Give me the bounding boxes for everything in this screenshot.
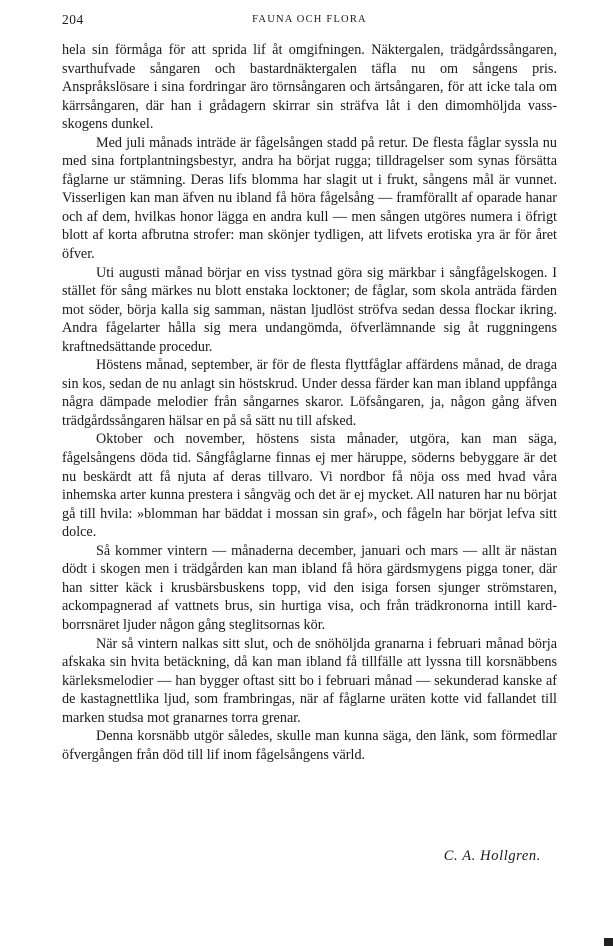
paragraph-4: Höstens månad, september, är för de flesta flyttfåglar affärdens månad, de draga sin kos, sedan de nu anlagt sin höstskrud. Under dessa färder kan man ibland uppfånga några dämpade melodier från sångarnes skaror. Löfsångaren, ja, någon gång äfven trädgårdssångaren hälsar en på så sätt nu till afsked. xyxy=(62,357,557,429)
paragraph-3: Uti augusti månad börjar en viss tystnad göra sig märkbar i sångfågelskogen. I stället för sång märkes nu blott enstaka locktoner; de fåglar, som skola anträda färden mot söder, börja kalla sig samman, nästan ljudlöst ströfva sedan dessa flockar ikring. Andra fågelarter hålla sig mera undangömda, öfverlämnande sig åt ruggningens kraftnedsättande procedur. xyxy=(62,264,557,355)
page-number: 204 xyxy=(62,12,84,27)
paragraph-2: Med juli månads inträde är fågelsången stadd på retur. De flesta fåglar syssla nu med sina fortplantningsbestyr, andra ha börjat rugga; tilldragelser som synas försätta fåglarne ur stämning. Deras lifs blomma har slagit ut i frukt, sångens mål är vunnet. Visserligen kan man äfven nu ibland få höra fågelsång — framförallt af oparade hanar och af dem, hvilkas honor lägga en andra kull — men sången utgöres numera i öfrigt blott af korta afbrutna strofer: man skönjer tydligen, att lifvets erotiska yra är för året öfver. xyxy=(62,134,557,263)
author-signature: C. A. Hollgren. xyxy=(443,848,541,864)
paragraph-7: När så vintern nalkas sitt slut, och de snöhöljda granarna i februari månad börja afskaka sin hvita betäckning, då kan man ibland få tillfälle att lyssna till korsnäbbens kärleksmelodier — han bygger oftast sitt bo i februari månad — sekunderad kanske af de kastagnettlika ljud, som frambringas, när af fåglarne uräten kotte vid fallandet till marken studsa mot granarnes torra grenar. xyxy=(62,635,557,726)
page-header xyxy=(62,12,557,32)
paragraph-5: Oktober och november, höstens sista månader, utgöra, kan man säga, fågelsångens döda tid. Sångfåglarne finnas ej mer häruppe, söderns bebyggare är det nu beskärdt att få njuta af deras tillvaro. Vi nordbor få nöja oss med hvad våra inhemska arter kunna prestera i sångväg och det är ej mycket. All naturen har nu börjat gå till hvila: »blomman har bäddat i mossan sin graf», och fågeln har börjat lefva sitt dolce. xyxy=(62,431,557,541)
paragraph-1: hela sin förmåga för att sprida lif åt omgifningen. Näktergalen, trädgårdssångaren, svarthufvade sångaren och bastardnäktergalen täfla nu om sångens pris. Anspråkslösare i sina fordringar äro törnsångaren och ärtsångaren, för att icke tala om kärrsångaren, där han i grådagern skirrar sin sträfva låt i den dimomhöljda vassskogens dunkel. xyxy=(62,42,557,133)
running-title: FAUNA OCH FLORA xyxy=(252,14,367,25)
paragraph-8: Denna korsnäbb utgör således, skulle man kunna säga, den länk, som förmedlar öfvergången från död till lif inom fågelsångens värld. xyxy=(62,728,557,763)
article-body xyxy=(62,41,557,764)
paragraph-6: Så kommer vintern — månaderna december, januari och mars — allt är nästan dödt i skogen men i trädgården kan man ibland få höra gärdsmygens pigga toner, där han sitter käck i krusbärsbuskens topp, vid den isiga forsen sjunger strömstaren, ackompagnerad af vattnets brus, sin hurtiga visa, och från trädkronorna intill kardborrsnäret ljuder någon gång steglitsornas kör. xyxy=(62,542,557,633)
scan-corner-mark xyxy=(604,938,613,946)
